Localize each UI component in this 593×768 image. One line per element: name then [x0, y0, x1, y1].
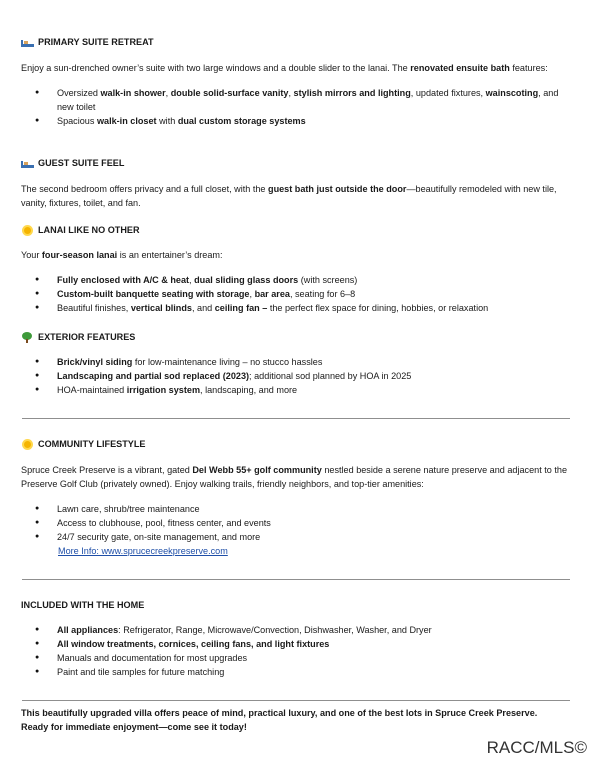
link-item — [21, 544, 573, 558]
section-intro: Your four-season lanai is an entertainer’s dream: — [21, 250, 223, 260]
list-item: ● All appliances: Refrigerator, Range, Microwave/Convection, Dishwasher, Washer, and Dryer — [21, 623, 573, 637]
divider — [22, 579, 570, 580]
list-item: ● Manuals and documentation for most upgrades — [21, 651, 573, 665]
list-item: ● Paint and tile samples for future matching — [21, 665, 573, 679]
list-item: ● Fully enclosed with A/C & heat, dual sliding glass doors (with screens) — [21, 273, 573, 287]
bullet-list — [21, 623, 573, 679]
more-info-link[interactable]: More Info: www.sprucecreekpreserve.com — [58, 546, 228, 556]
sun-icon — [21, 439, 34, 450]
section-guest-suite — [21, 156, 573, 210]
section-heading: EXTERIOR FEATURES — [21, 330, 573, 344]
list-item: ● Oversized walk-in shower, double solid-surface vanity, stylish mirrors and lighting, updated fixtures, wainscoting, and new toilet — [21, 86, 573, 114]
list-item: ● HOA-maintained irrigation system, landscaping, and more — [21, 383, 573, 397]
section-paragraph: Spruce Creek Preserve is a vibrant, gated Del Webb 55+ golf community nestled beside a serene nature preserve and adjacent to the Preserve Golf Club (privately owned). Enjoy walking trails, friendly neighbors, and top-tier amenities: — [21, 465, 568, 489]
bed-icon — [21, 158, 34, 169]
section-included — [21, 598, 573, 679]
list-item: ● Brick/vinyl siding for low-maintenance living – no stucco hassles — [21, 355, 573, 369]
bullet-list — [21, 355, 573, 397]
section-heading: PRIMARY SUITE RETREAT — [21, 35, 573, 49]
tree-icon — [21, 332, 34, 343]
section-lanai — [21, 223, 573, 315]
section-heading: GUEST SUITE FEEL — [21, 156, 573, 170]
section-heading: INCLUDED WITH THE HOME — [21, 600, 145, 610]
divider — [22, 700, 570, 701]
section-primary-suite — [21, 35, 573, 128]
list-item: ● Spacious walk-in closet with dual custom storage systems — [21, 114, 573, 128]
list-item: ● Custom-built banquette seating with storage, bar area, seating for 6–8 — [21, 287, 573, 301]
bullet-list — [21, 273, 573, 315]
section-heading: LANAI LIKE NO OTHER — [21, 223, 573, 237]
divider — [22, 418, 570, 419]
section-heading: COMMUNITY LIFESTYLE — [21, 437, 573, 451]
list-item: ● Lawn care, shrub/tree maintenance — [21, 502, 573, 516]
bed-icon — [21, 37, 34, 48]
list-item: ● 24/7 security gate, on-site management, and more — [21, 530, 573, 544]
bullet-list — [21, 86, 573, 128]
section-exterior — [21, 330, 573, 397]
list-item: ● Landscaping and partial sod replaced (2023); additional sod planned by HOA in 2025 — [21, 369, 573, 383]
closing-statement: This beautifully upgraded villa offers peace of mind, practical luxury, and one of the best lots in Spruce Creek Preserve. Ready for immediate enjoyment—come see it today! — [21, 708, 538, 732]
bullet-list — [21, 502, 573, 558]
list-item: ● Beautiful finishes, vertical blinds, and ceiling fan – the perfect flex space for dining, hobbies, or relaxation — [21, 301, 573, 315]
list-item: ● Access to clubhouse, pool, fitness center, and events — [21, 516, 573, 530]
sun-icon — [21, 225, 34, 236]
section-intro: Enjoy a sun-drenched owner’s suite with two large windows and a double slider to the lanai. The renovated ensuite bath features: — [21, 63, 548, 73]
section-paragraph: The second bedroom offers privacy and a full closet, with the guest bath just outside the door—beautifully remodeled with new tile, vanity, fixtures, toilet, and fan. — [21, 184, 557, 208]
section-community — [21, 437, 573, 558]
mls-watermark: RACC/MLS© — [486, 738, 587, 757]
list-item: ● All window treatments, cornices, ceiling fans, and light fixtures — [21, 637, 573, 651]
